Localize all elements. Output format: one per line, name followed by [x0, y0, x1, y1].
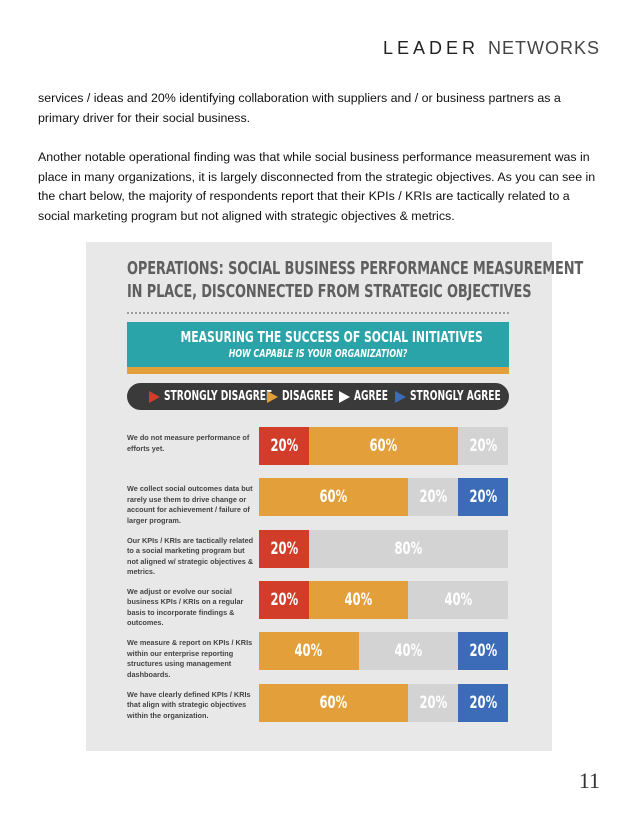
- data-label: 40%: [344, 589, 373, 610]
- row-label: We collect social outcomes data but rarely use them to drive change or account for achievement / failure of larger program.: [127, 484, 253, 525]
- bar-segment: [458, 684, 508, 722]
- legend-marker-icon: [395, 391, 406, 403]
- data-label: 40%: [444, 589, 473, 610]
- row-label: We measure & report on KPIs / KRIs within our enterprise reporting structures using management dashboards.: [127, 638, 253, 679]
- page-number: 11: [578, 768, 600, 793]
- data-label: 20%: [469, 641, 497, 662]
- bar-segment: [259, 632, 359, 670]
- bar-segment: [359, 632, 459, 670]
- bar-segment: [309, 427, 458, 465]
- legend-label: AGREE: [354, 389, 388, 404]
- bar-segment: [259, 427, 309, 465]
- legend-marker-icon: [267, 391, 278, 403]
- bar-segment: [408, 684, 458, 722]
- bar-segment: [259, 581, 309, 619]
- data-label: 20%: [270, 538, 298, 559]
- data-label: 20%: [419, 692, 448, 713]
- bar-segment: [259, 478, 408, 516]
- row-label: Our KPIs / KRIs are tactically related to a social marketing program but not aligned w/ strategic objectives & metrics.: [127, 535, 254, 577]
- leader-networks-logo: [383, 38, 600, 59]
- legend-marker-icon: [339, 391, 350, 403]
- body-paragraph-2: Another notable operational finding was that while social business performance measurement was in place in many organizations, it is largely disconnected from the strategic objectives. As you can see in the chart below, the majority of respondents report that their KPIs / KRIs are tactically related to a social marketing program but not aligned with strategic objectives & metrics.: [38, 150, 596, 223]
- legend-label: DISAGREE: [282, 389, 334, 404]
- infographic-figure: [86, 242, 584, 751]
- infographic-title: [127, 258, 583, 304]
- bar-segment: [458, 427, 508, 465]
- logo-word-1: LEADER: [382, 38, 479, 58]
- chart-legend: [127, 383, 509, 410]
- banner-title: MEASURING THE SUCCESS OF SOCIAL INITIATIVES: [180, 328, 483, 346]
- bar-segment: [458, 478, 508, 516]
- body-paragraph-1: services / ideas and 20% identifying collaboration with suppliers and / or business partners as a primary driver for their social business.: [38, 91, 561, 125]
- legend-item: [339, 383, 403, 410]
- data-label: 60%: [319, 487, 348, 508]
- data-label: 20%: [469, 436, 497, 456]
- data-label: 60%: [369, 436, 398, 456]
- legend-marker-icon: [149, 391, 160, 403]
- infographic-title-line-1: OPERATIONS: SOCIAL BUSINESS PERFORMANCE MEASUREMENT: [127, 259, 584, 279]
- logo-word-2: NETWORKS: [487, 38, 600, 58]
- bar-segment: [408, 478, 458, 516]
- data-label: 40%: [394, 641, 423, 662]
- data-label: 40%: [294, 641, 323, 662]
- row-label: We adjust or evolve our social business KPIs / KRIs on a regular basis to incorporate findings & outcomes.: [127, 586, 244, 628]
- bar-segment: [309, 530, 508, 568]
- row-label: We have clearly defined KPIs / KRIs that align with strategic objectives within the organization.: [127, 689, 251, 720]
- bar-segment: [408, 581, 508, 619]
- legend-label: STRONGLY AGREE: [410, 389, 501, 404]
- data-label: 20%: [419, 487, 448, 508]
- data-label: 20%: [270, 589, 298, 610]
- data-label: 20%: [469, 487, 497, 508]
- bar-segment: [458, 632, 508, 670]
- banner-subtitle: HOW CAPABLE IS YOUR ORGANIZATION?: [228, 347, 408, 360]
- data-label: 60%: [319, 692, 348, 713]
- data-label: 20%: [270, 436, 298, 456]
- bar-segment: [259, 684, 408, 722]
- dotted-divider: [127, 312, 509, 314]
- bar-segment: [259, 530, 309, 568]
- legend-item: [395, 383, 540, 410]
- banner-accent-strip: [127, 367, 509, 374]
- infographic-title-line-2: IN PLACE, DISCONNECTED FROM STRATEGIC OBJECTIVES: [127, 282, 532, 302]
- teal-banner: [127, 322, 509, 367]
- row-label: We do not measure performance of efforts yet.: [127, 433, 250, 453]
- bar-segment: [309, 581, 409, 619]
- legend-label: STRONGLY DISAGREE: [164, 389, 273, 404]
- data-label: 80%: [394, 538, 423, 559]
- data-label: 20%: [469, 692, 497, 713]
